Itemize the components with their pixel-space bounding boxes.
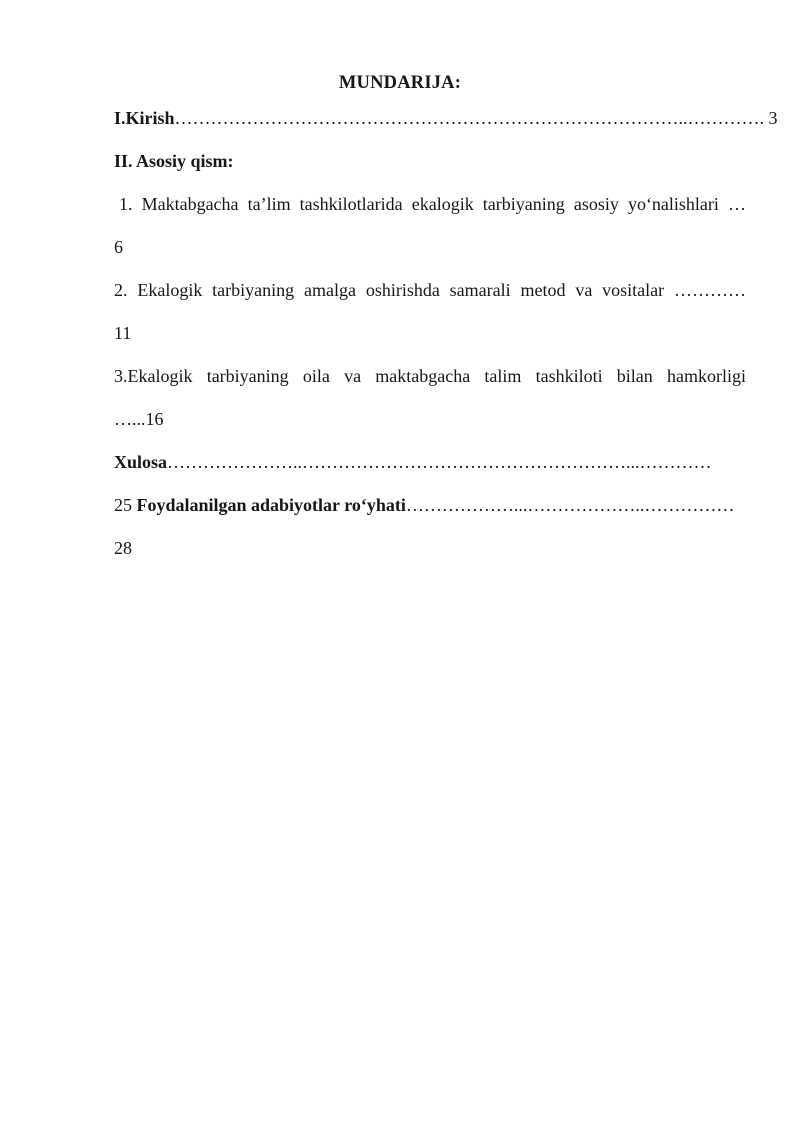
dot-leader: …………………………………………………………………………..………….	[174, 108, 765, 128]
dot-leader: ………………...………………..……………	[405, 495, 735, 515]
toc-entry-1-page: 6	[114, 237, 123, 257]
toc-entry-xulosa	[114, 441, 746, 484]
toc-entry-kirish-label: I.Kirish	[114, 108, 175, 128]
page-number: 25	[114, 495, 137, 515]
table-of-contents	[0, 97, 800, 570]
toc-title: MUNDARIJA:	[338, 73, 462, 93]
toc-entry-1-text: 1. Maktabgacha ta’lim tashkilotlarida ekalogik tarbiyaning asosiy yo‘nalishlari …	[119, 194, 746, 214]
dot-leader: …………………..………………………………………………...…………	[167, 452, 712, 472]
toc-entry-kirish	[114, 97, 778, 140]
toc-entry-adabiyotlar	[114, 484, 746, 527]
toc-entry-xulosa-label: Xulosa	[114, 452, 168, 472]
toc-entry-2-text: 2. Ekalogik tarbiyaning amalga oshirishda samarali metod va vositalar …………	[114, 280, 746, 300]
toc-entry-3-text: 3.Ekalogik tarbiyaning oila va maktabgacha talim tashkiloti bilan hamkorligi	[114, 366, 746, 386]
page-number: 3	[764, 108, 778, 128]
toc-entry-adabiyotlar-label: Foydalanilgan adabiyotlar ro‘yhati	[136, 495, 406, 515]
toc-entry-2-page: 11	[114, 323, 132, 343]
toc-final-page-number: 28	[114, 538, 132, 558]
toc-entry-3-page: …...16	[114, 409, 164, 429]
toc-heading-asosiy: II. Asosiy qism:	[114, 151, 234, 171]
